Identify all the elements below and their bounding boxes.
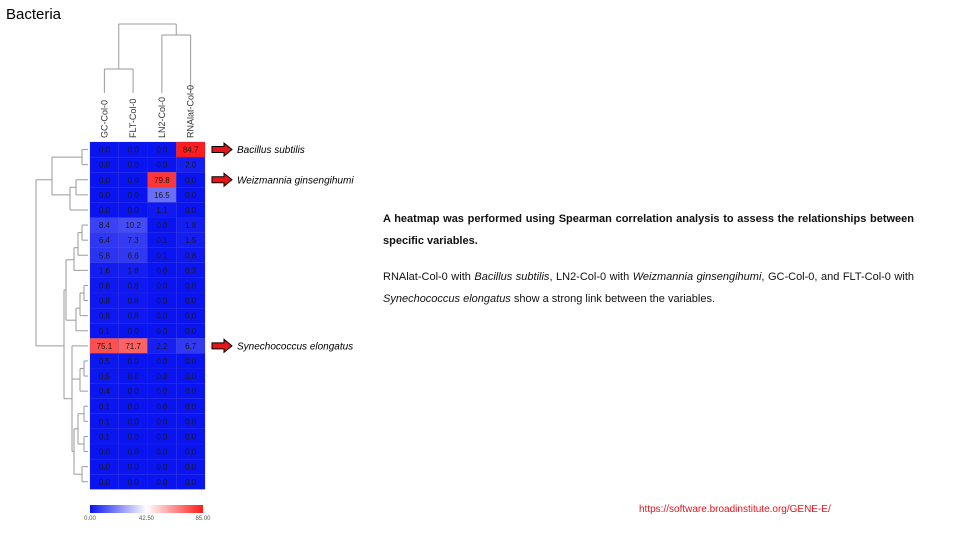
description-text: , LN2-Col-0 with [549,271,633,283]
cell-value-label: 0.0 [156,326,168,336]
cell-value-label: 0.0 [185,175,197,185]
cell-value-label: 0.0 [98,477,110,487]
cell-value-label: 0.0 [127,402,139,412]
cell-value-label: 0.8 [127,296,139,306]
cell-value-label: 0.0 [156,417,168,427]
column-labels [99,85,195,138]
cell-value-label: 6.4 [98,236,110,246]
slide-title: Bacteria [6,6,62,23]
cell-value-label: 0.1 [98,326,110,336]
column-label: LN2-Col-0 [156,96,167,138]
species-name: Bacillus subtilis [474,271,550,283]
annotation-arrow-icon [212,339,232,352]
description-text: RNAlat-Col-0 with [383,271,475,283]
cell-value-label: 0.0 [127,477,139,487]
cell-value-label: 0.0 [156,356,168,366]
cell-value-label: 0.0 [98,205,110,215]
cell-value-label: 0.0 [156,387,168,397]
scale-mid-label: 42.50 [138,516,155,522]
cell-value-label: 0.0 [185,190,197,200]
cell-value-label: 0.0 [185,462,197,472]
cell-value-label: 0.5 [98,356,110,366]
cell-value-label: 0.0 [127,447,139,457]
cell-value-label: 0.0 [156,477,168,487]
cell-value-label: 0.4 [98,387,110,397]
cell-value-label: 0.0 [156,160,168,170]
cell-value-label: 1.6 [98,266,110,276]
cell-value-label: 0.0 [156,372,168,382]
cell-value-label: 10.2 [125,221,141,231]
column-label: FLT-Col-0 [128,98,139,138]
description-text: , GC-Col-0, and FLT-Col-0 with [761,271,914,283]
cell-value-label: 0.0 [127,160,139,170]
cell-value-label: 0.0 [98,462,110,472]
cell-value-label: 2.0 [185,160,197,170]
cell-value-label: 0.8 [127,311,139,321]
cell-value-label: 0.8 [98,311,110,321]
cell-value-label: 0.0 [156,447,168,457]
cell-value-label: 0.0 [127,145,139,155]
cell-value-label: 0.8 [98,281,110,291]
cell-value-label: 75.1 [96,341,113,351]
cell-value-label: 16.5 [154,190,170,200]
annotation-arrow-icon [212,173,232,186]
species-annotations [212,143,354,352]
species-label: Synechococcus elongatus [237,341,354,353]
cell-value-label: 0.0 [185,356,197,366]
cell-value-label: 0.0 [127,417,139,427]
cell-value-label: 0.0 [185,402,197,412]
description-text: show a strong link between the variables. [510,293,716,305]
cell-value-label: 0.3 [185,266,197,276]
cell-value-label: 2.2 [156,341,168,351]
cell-value-label: 0.1 [156,251,168,261]
cell-value-label: 0.0 [127,190,139,200]
cell-value-label: 0.0 [185,205,197,215]
cell-value-label: 0.1 [98,417,110,427]
row-dendrogram [36,150,88,482]
cell-value-label: 0.8 [127,281,139,291]
cell-value-label: 1.8 [185,221,197,231]
cell-value-label: 0.0 [98,160,110,170]
cell-value-label: 0.1 [98,432,110,442]
cell-value-label: 8.4 [98,221,110,231]
source-link[interactable]: https://software.broadinstitute.org/GENE-E/ [639,504,831,515]
cell-value-label: 0.0 [185,447,197,457]
cell-value-label: 0.0 [127,372,139,382]
cell-value-label: 5.8 [98,251,110,261]
description-heading: A heatmap was performed using Spearman correlation analysis to assess the relationships between specific variables. [383,213,914,247]
cell-value-label: 0.0 [156,145,168,155]
cell-value-label: 0.0 [127,205,139,215]
cell-value-label: 0.0 [185,477,197,487]
cell-value-label: 0.0 [127,175,139,185]
species-name: Synechococcus elongatus [383,293,511,305]
cell-value-label: 0.0 [156,462,168,472]
description-body [383,266,914,310]
cell-value-label: 0.0 [98,190,110,200]
cell-value-label: 0.0 [185,296,197,306]
cell-value-label: 79.8 [154,175,170,185]
cell-value-label: 0.0 [127,462,139,472]
cell-value-label: 1.5 [185,236,197,246]
cell-value-label: 0.1 [98,402,110,412]
column-dendrogram [104,24,190,93]
cell-value-label: 0.8 [98,296,110,306]
cell-value-label: 0.0 [156,296,168,306]
cell-value-label: 0.1 [156,236,168,246]
description-block [383,208,914,310]
cell-value-label: 0.0 [127,432,139,442]
cell-value-label: 0.5 [98,372,110,382]
heatmap-cells [90,142,205,489]
column-label: GC-Col-0 [99,99,110,138]
cell-value-label: 0.0 [185,417,197,427]
cell-value-label: 0.0 [156,432,168,442]
cell-value-label: 0.0 [185,432,197,442]
cell-value-label: 0.0 [185,311,197,321]
cell-value-label: 1.1 [156,205,168,215]
column-label: RNAlat-Col-0 [185,84,196,138]
species-label: Weizmannia ginsengihumi [237,175,354,187]
cell-value-label: 0.0 [127,356,139,366]
annotation-arrow-icon [212,143,232,156]
cell-value-label: 0.0 [185,326,197,336]
species-name: Weizmannia ginsengihumi [632,271,762,283]
species-label: Bacillus subtilis [237,145,305,157]
cell-value-label: 0.0 [156,266,168,276]
cell-value-label: 0.8 [185,251,197,261]
cell-value-label: 0.0 [98,447,110,457]
cell-value-label: 71.7 [125,341,141,351]
color-scale-legend [84,505,211,522]
cell-value-label: 0.0 [98,145,110,155]
cell-value-label: 1.8 [127,266,139,276]
scale-min-label: 0.00 [84,516,96,522]
cell-value-label: 0.0 [156,402,168,412]
cell-value-label: 6.6 [127,251,139,261]
scale-max-label: 85.00 [195,516,211,522]
cell-value-label: 84.7 [182,145,199,155]
cell-value-label: 0.0 [185,281,197,291]
cell-value-label: 0.0 [156,281,168,291]
cell-value-label: 0.0 [98,175,110,185]
cell-value-label: 0.0 [156,311,168,321]
color-scale-bar [90,505,203,513]
cell-value-label: 0.0 [185,372,197,382]
cell-value-label: 0.0 [127,387,139,397]
cell-value-label: 0.0 [156,221,168,231]
cell-value-label: 6.7 [185,341,197,351]
cell-value-label: 0.0 [185,387,197,397]
cell-value-label: 0.0 [127,326,139,336]
cell-value-label: 7.3 [127,236,139,246]
